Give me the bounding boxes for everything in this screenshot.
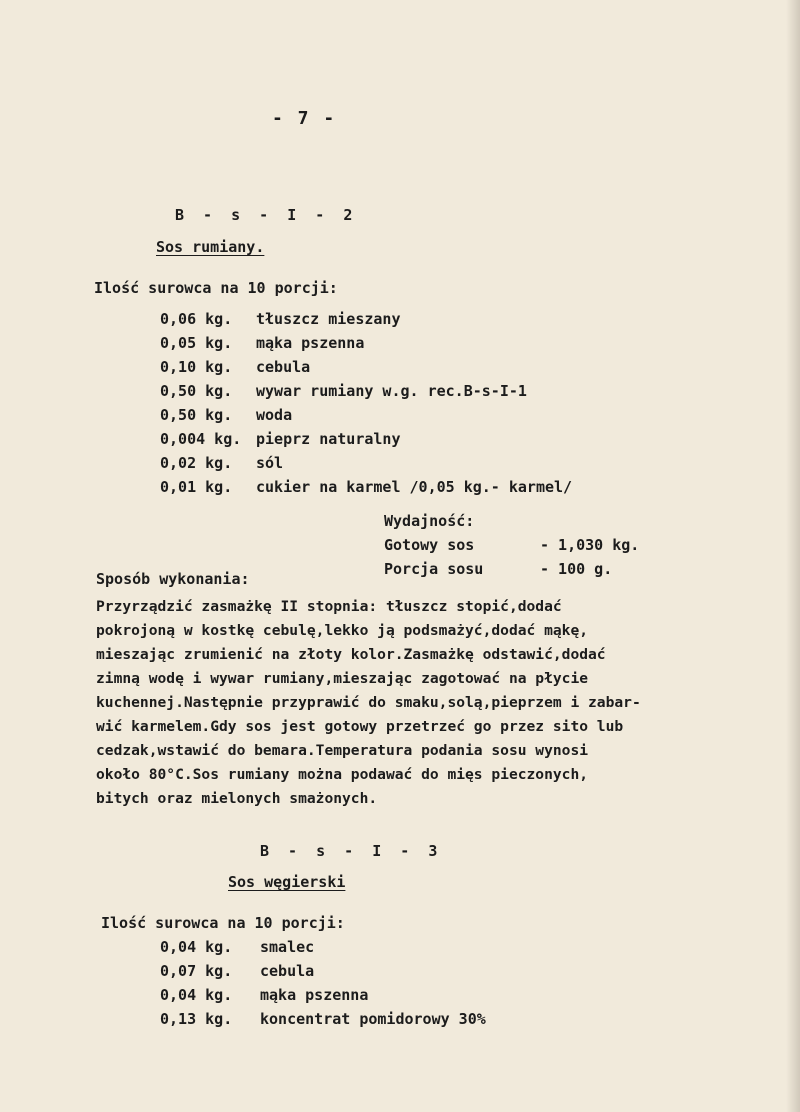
ingredient-amount: 0,05 kg. <box>160 334 233 352</box>
method-line: zimną wodę i wywar rumiany,mieszając zagotować na płycie <box>96 670 589 687</box>
ingredient-name: wywar rumiany w.g. rec.B-s-I-1 <box>256 382 527 400</box>
yield-value: - 1,030 kg. <box>540 536 640 554</box>
ingredient-amount: 0,04 kg. <box>160 986 233 1004</box>
method-line: pokrojoną w kostkę cebulę,lekko ją podsmażyć,dodać mąkę, <box>96 622 589 639</box>
ingredient-amount: 0,07 kg. <box>160 962 233 980</box>
method-line: bitych oraz mielonych smażonych. <box>96 790 378 807</box>
yield-label: Porcja sosu <box>384 560 484 578</box>
page-number: - 7 - <box>272 108 337 129</box>
method-line: cedzak,wstawić do bemara.Temperatura podania sosu wynosi <box>96 742 589 759</box>
ingredient-amount: 0,02 kg. <box>160 454 233 472</box>
method-label: Sposób wykonania: <box>96 570 250 588</box>
ingredient-name: pieprz naturalny <box>256 430 401 448</box>
ingredient-amount: 0,004 kg. <box>160 430 242 448</box>
yield-value: - 100 g. <box>540 560 613 578</box>
ingredient-amount: 0,10 kg. <box>160 358 233 376</box>
yield-label: Gotowy sos <box>384 536 475 554</box>
method-line: Przyrządzić zasmażkę II stopnia: tłuszcz stopić,dodać <box>96 598 562 615</box>
ingredient-name: sól <box>256 454 284 472</box>
method-line: około 80°C.Sos rumiany można podawać do mięs pieczonych, <box>96 766 589 783</box>
ingredient-name: smalec <box>260 938 315 956</box>
yield-header: Wydajność: <box>384 512 475 530</box>
recipe-title: Sos węgierski <box>228 873 346 891</box>
recipe-code: B - s - I - 3 <box>260 842 443 860</box>
ingredient-name: woda <box>256 406 293 424</box>
recipe-title: Sos rumiany. <box>156 238 265 256</box>
quantity-header: Ilość surowca na 10 porcji: <box>101 914 345 932</box>
quantity-header: Ilość surowca na 10 porcji: <box>94 279 338 297</box>
ingredient-name: cebula <box>260 962 315 980</box>
method-line: wić karmelem.Gdy sos jest gotowy przetrzeć go przez sito lub <box>96 718 624 735</box>
ingredient-name: cukier na karmel /0,05 kg.- karmel/ <box>256 478 573 496</box>
ingredient-amount: 0,50 kg. <box>160 406 233 424</box>
ingredient-amount: 0,01 kg. <box>160 478 233 496</box>
recipe-code: B - s - I - 2 <box>175 206 358 224</box>
ingredient-amount: 0,50 kg. <box>160 382 233 400</box>
ingredient-amount: 0,06 kg. <box>160 310 233 328</box>
page-edge-shadow <box>786 0 800 1112</box>
ingredient-name: tłuszcz mieszany <box>256 310 401 328</box>
method-line: kuchennej.Następnie przyprawić do smaku,solą,pieprzem i zabar- <box>96 694 641 711</box>
ingredient-amount: 0,13 kg. <box>160 1010 233 1028</box>
ingredient-name: koncentrat pomidorowy 30% <box>260 1010 486 1028</box>
ingredient-name: mąka pszenna <box>256 334 365 352</box>
method-line: mieszając zrumienić na złoty kolor.Zasmażkę odstawić,dodać <box>96 646 606 663</box>
ingredient-amount: 0,04 kg. <box>160 938 233 956</box>
ingredient-name: cebula <box>256 358 311 376</box>
ingredient-name: mąka pszenna <box>260 986 369 1004</box>
